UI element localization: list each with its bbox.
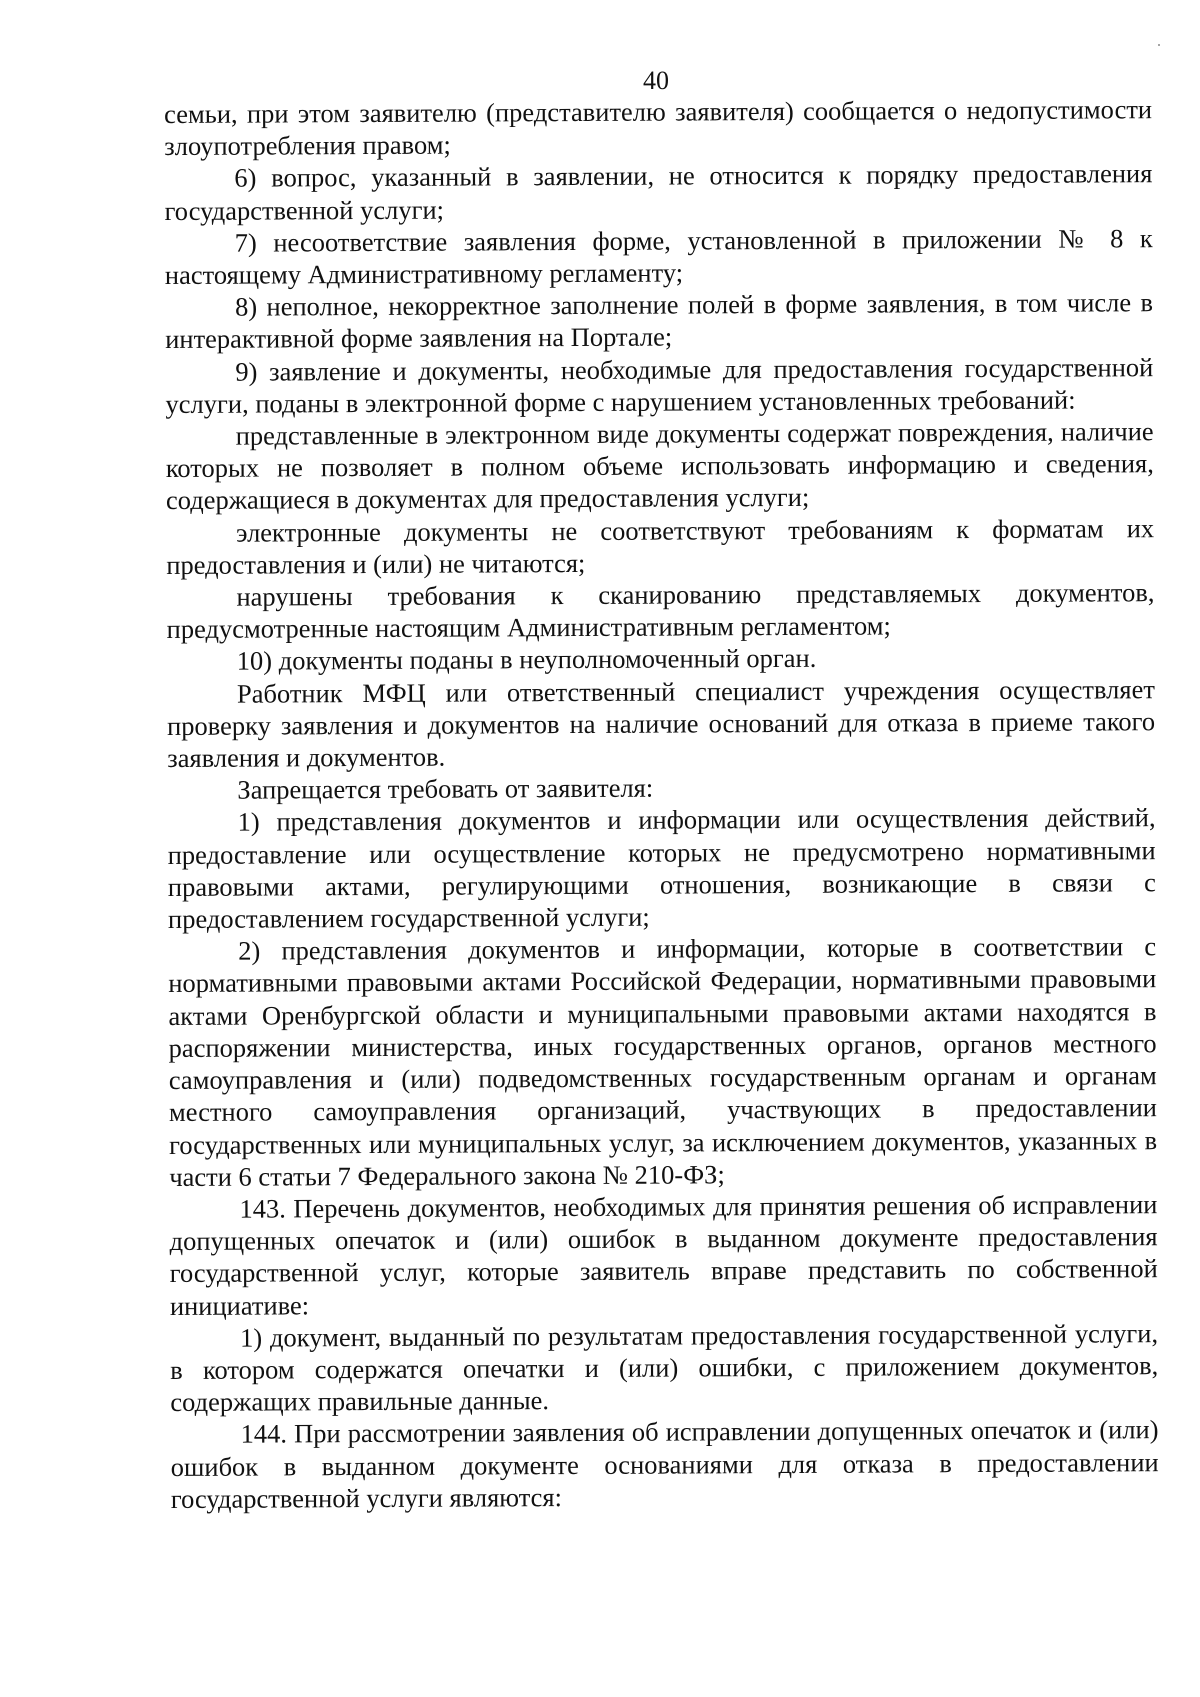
paragraph-prohibited: Запрещается требовать от заявителя: <box>237 772 654 805</box>
scan-speck <box>1158 44 1160 46</box>
prohibited-item-1: 1) представления документов и информации или осуществления действий, предоставление или осуществление которых не предусмотрено нормативными правовыми актами, регулирующими отношения, возникающие в связи с предоставлением государственной услуги; <box>167 802 1156 935</box>
list-item-7: 7) несоответствие заявления форме, установленной в приложении № 8 к настоящему Административному регламенту; <box>164 222 1153 291</box>
list-item-8: 8) неполное, некорректное заполнение полей в форме заявления, в том числе в интерактивной форме заявления на Портале; <box>165 287 1154 355</box>
prohibited-item-2: 2) представления документов и информации, которые в соответствии с нормативными правовыми актами Российской Федерации, нормативными правовыми актами Оренбургской области и муниципальными правовыми актами находятся в распоряжении министерства, иных государственных органов, органов местного самоуправления и (или) подведомственных государственным органам и органам местного самоуправления организаций, участвующих в предоставлении государственных или муниципальных услуг, за исключением документов, указанных в части 6 статьи 7 Федерального закона № 210-ФЗ; <box>168 931 1158 1192</box>
paragraph-mfc-check: Работник МФЦ или ответственный специалист учреждения осуществляет проверку заявления и документов на наличие оснований для отказа в приеме такого заявления и документов. <box>166 673 1156 774</box>
sub-item-scanning-violation: нарушены требования к сканированию представляемых документов, предусмотренные настоящим Административным регламентом; <box>166 577 1155 645</box>
page-number: 40 <box>643 66 669 95</box>
sub-item-damaged-documents: представленные в электронном виде документы содержат повреждения, наличие которых не позволяет в полном объеме использовать информацию и сведения, содержащиеся в документах для предоставления услуги; <box>165 416 1154 516</box>
document-body <box>164 93 1159 1515</box>
list-item-9: 9) заявление и документы, необходимые для предоставления государственной услуги, поданы в электронной форме с нарушением установленных требований: <box>165 351 1154 419</box>
sub-item-format-mismatch: электронные документы не соответствуют требованиям к форматам их предоставления и (или) не читаются; <box>166 512 1155 580</box>
clause-143-item-1: 1) документ, выданный по результатам предоставления государственной услуги, в котором содержатся опечатки и (или) ошибки, с приложением документов, содержащих правильные данные. <box>170 1317 1159 1418</box>
clause-144: 144. При рассмотрении заявления об исправлении допущенных опечаток и (или) ошибок в выданном документе основаниями для отказа в предоставлении государственной услуги являются: <box>170 1414 1159 1514</box>
list-item-10: 10) документы поданы в неуполномоченный орган. <box>236 643 817 677</box>
list-item-6: 6) вопрос, указанный в заявлении, не относится к порядку предоставления государственной услуги; <box>164 158 1153 226</box>
paragraph-continuation: семьи, при этом заявителю (представителю заявителя) сообщается о недопустимости злоупотребления правом; <box>164 94 1153 162</box>
clause-143: 143. Перечень документов, необходимых для принятия решения об исправлении допущенных опечаток и (или) ошибок в выданном документе предоставления государственной услуг, которые заявитель вправе представить по собственной инициативе: <box>169 1189 1158 1321</box>
